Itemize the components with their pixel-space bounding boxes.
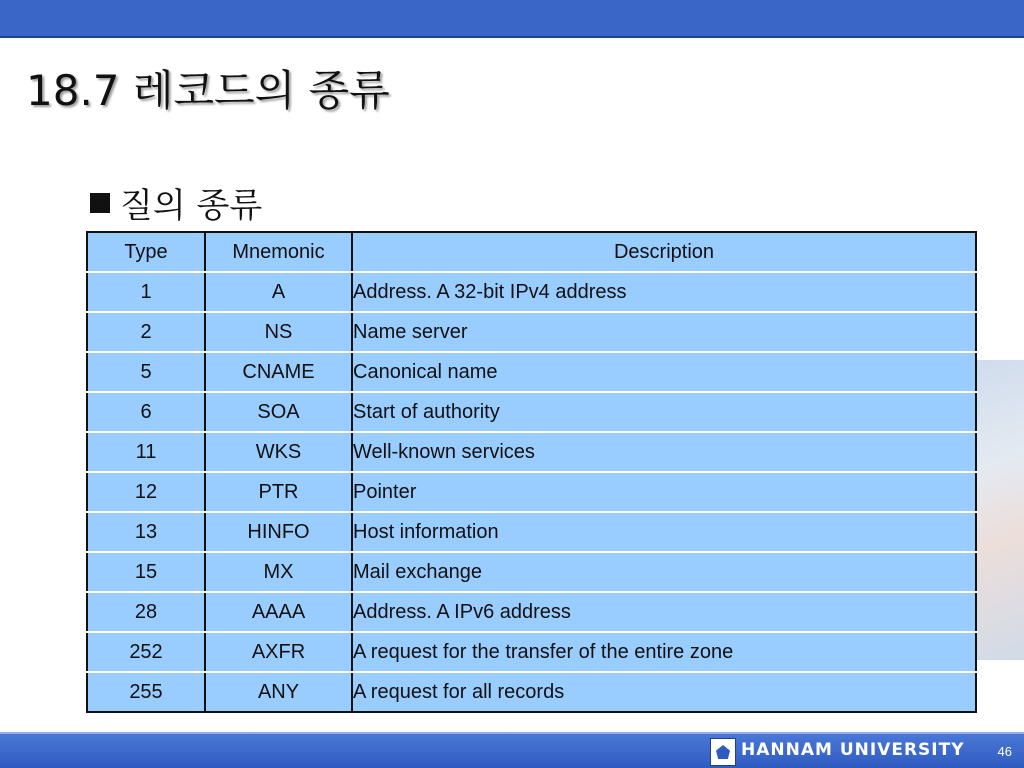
cell-type: 11 bbox=[87, 432, 205, 472]
cell-mnemonic: PTR bbox=[205, 472, 352, 512]
cell-type: 6 bbox=[87, 392, 205, 432]
table-row bbox=[87, 472, 976, 512]
cell-mnemonic: SOA bbox=[205, 392, 352, 432]
bullet-text: 질의 종류 bbox=[120, 186, 263, 226]
cell-description: Pointer bbox=[352, 472, 976, 512]
table-row bbox=[87, 432, 976, 472]
university-emblem-icon bbox=[710, 738, 736, 766]
cell-mnemonic: HINFO bbox=[205, 512, 352, 552]
top-banner bbox=[0, 0, 1024, 38]
cell-mnemonic: WKS bbox=[205, 432, 352, 472]
header-type: Type bbox=[87, 232, 205, 272]
cell-type: 12 bbox=[87, 472, 205, 512]
table-row bbox=[87, 632, 976, 672]
table-row bbox=[87, 392, 976, 432]
slide-title: 18.7 레코드의 종류 bbox=[26, 66, 390, 115]
cell-type: 1 bbox=[87, 272, 205, 312]
cell-mnemonic: CNAME bbox=[205, 352, 352, 392]
table-row bbox=[87, 592, 976, 632]
cell-description: Start of authority bbox=[352, 392, 976, 432]
cell-type: 2 bbox=[87, 312, 205, 352]
cell-description: Address. A 32-bit IPv4 address bbox=[352, 272, 976, 312]
table-row bbox=[87, 672, 976, 712]
cell-description: A request for the transfer of the entire zone bbox=[352, 632, 976, 672]
university-name: HANNAM UNIVERSITY bbox=[741, 740, 965, 760]
cell-description: A request for all records bbox=[352, 672, 976, 712]
cell-description: Mail exchange bbox=[352, 552, 976, 592]
table-header-row bbox=[87, 232, 976, 272]
cell-mnemonic: A bbox=[205, 272, 352, 312]
emblem-shape bbox=[716, 745, 730, 759]
header-description: Description bbox=[352, 232, 976, 272]
cell-description: Host information bbox=[352, 512, 976, 552]
table-row bbox=[87, 312, 976, 352]
cell-description: Name server bbox=[352, 312, 976, 352]
footer-bar bbox=[0, 732, 1024, 768]
cell-type: 15 bbox=[87, 552, 205, 592]
cell-mnemonic: NS bbox=[205, 312, 352, 352]
cell-mnemonic: AAAA bbox=[205, 592, 352, 632]
record-types-table bbox=[86, 231, 977, 713]
page-number: 46 bbox=[997, 744, 1012, 759]
cell-description: Well-known services bbox=[352, 432, 976, 472]
bullet-square-icon bbox=[90, 193, 110, 213]
cell-mnemonic: MX bbox=[205, 552, 352, 592]
cell-mnemonic: AXFR bbox=[205, 632, 352, 672]
table-row bbox=[87, 272, 976, 312]
table-row bbox=[87, 352, 976, 392]
cell-description: Canonical name bbox=[352, 352, 976, 392]
cell-mnemonic: ANY bbox=[205, 672, 352, 712]
cell-type: 252 bbox=[87, 632, 205, 672]
background-decoration bbox=[972, 360, 1024, 660]
header-mnemonic: Mnemonic bbox=[205, 232, 352, 272]
cell-type: 255 bbox=[87, 672, 205, 712]
bullet-item bbox=[90, 178, 262, 227]
table-row bbox=[87, 552, 976, 592]
cell-type: 5 bbox=[87, 352, 205, 392]
cell-type: 13 bbox=[87, 512, 205, 552]
table-row bbox=[87, 512, 976, 552]
cell-description: Address. A IPv6 address bbox=[352, 592, 976, 632]
cell-type: 28 bbox=[87, 592, 205, 632]
